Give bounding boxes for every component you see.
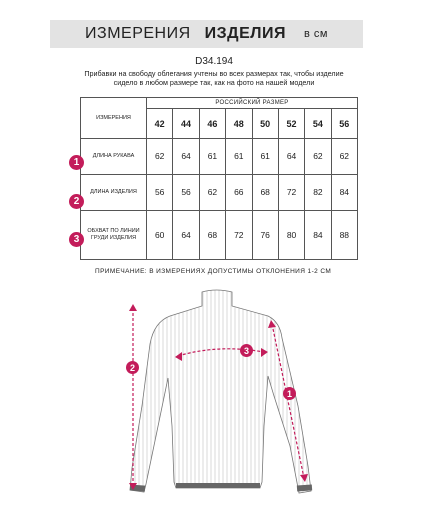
table-cell: 82 bbox=[305, 174, 331, 210]
sweater-cuffs bbox=[130, 483, 312, 492]
size-header: 56 bbox=[331, 109, 357, 139]
table-cell: 56 bbox=[173, 174, 199, 210]
size-table bbox=[80, 97, 358, 260]
table-cell: 60 bbox=[147, 210, 173, 259]
table-cell: 84 bbox=[305, 210, 331, 259]
table-row bbox=[81, 139, 358, 175]
header-garment: ИЗДЕЛИЯ bbox=[204, 25, 286, 42]
table-cell: 68 bbox=[199, 210, 225, 259]
table-cell: 56 bbox=[147, 174, 173, 210]
table-corner-label: ИЗМЕРЕНИЯ bbox=[81, 98, 147, 139]
table-cell: 66 bbox=[226, 174, 252, 210]
row-number-badge-1: 1 bbox=[69, 155, 84, 170]
table-cell: 64 bbox=[173, 139, 199, 175]
table-cell: 62 bbox=[199, 174, 225, 210]
table-cell: 72 bbox=[226, 210, 252, 259]
table-cell: 76 bbox=[252, 210, 278, 259]
table-cell: 88 bbox=[331, 210, 357, 259]
size-header: 50 bbox=[252, 109, 278, 139]
table-cell: 62 bbox=[147, 139, 173, 175]
size-header: 54 bbox=[305, 109, 331, 139]
drawing-badge-2: 2 bbox=[126, 361, 139, 374]
table-cell: 61 bbox=[252, 139, 278, 175]
table-row bbox=[81, 210, 358, 259]
table-cell: 64 bbox=[173, 210, 199, 259]
header-unit: в см bbox=[303, 28, 328, 40]
table-size-group-label: РОССИЙСКИЙ РАЗМЕР bbox=[147, 98, 358, 109]
table-cell: 80 bbox=[278, 210, 304, 259]
row-label-chest-girth: ОБХВАТ ПО ЛИНИИ ГРУДИ ИЗДЕЛИЯ bbox=[81, 210, 147, 259]
table-cell: 68 bbox=[252, 174, 278, 210]
row-label-garment-length: ДЛИНА ИЗДЕЛИЯ bbox=[81, 174, 147, 210]
header-measurements: ИЗМЕРЕНИЯ bbox=[85, 25, 191, 42]
fit-note: Прибавки на свободу облегания учтены во всех размерах так, чтобы изделие сидело в любом размере так, как на фото на нашей модели bbox=[84, 69, 344, 87]
row-number-badge-3: 3 bbox=[69, 232, 84, 247]
size-header: 48 bbox=[226, 109, 252, 139]
size-header: 52 bbox=[278, 109, 304, 139]
table-row bbox=[81, 174, 358, 210]
article-number: D34.194 bbox=[195, 56, 233, 67]
page-header bbox=[50, 20, 363, 48]
table-cell: 61 bbox=[226, 139, 252, 175]
size-header: 46 bbox=[199, 109, 225, 139]
size-header: 42 bbox=[147, 109, 173, 139]
table-cell: 62 bbox=[331, 139, 357, 175]
table-cell: 64 bbox=[278, 139, 304, 175]
table-cell: 62 bbox=[305, 139, 331, 175]
table-cell: 72 bbox=[278, 174, 304, 210]
table-cell: 84 bbox=[331, 174, 357, 210]
table-cell: 61 bbox=[199, 139, 225, 175]
row-label-sleeve-length: ДЛИНА РУКАВА bbox=[81, 139, 147, 175]
tolerance-remark: ПРИМЕЧАНИЕ: В ИЗМЕРЕНИЯХ ДОПУСТИМЫ ОТКЛОНЕНИЯ 1-2 СМ bbox=[95, 268, 332, 275]
row-number-badge-2: 2 bbox=[69, 194, 84, 209]
size-header: 44 bbox=[173, 109, 199, 139]
drawing-badge-3: 3 bbox=[240, 344, 253, 357]
sweater-drawing bbox=[90, 286, 350, 496]
drawing-badge-1: 1 bbox=[283, 387, 296, 400]
